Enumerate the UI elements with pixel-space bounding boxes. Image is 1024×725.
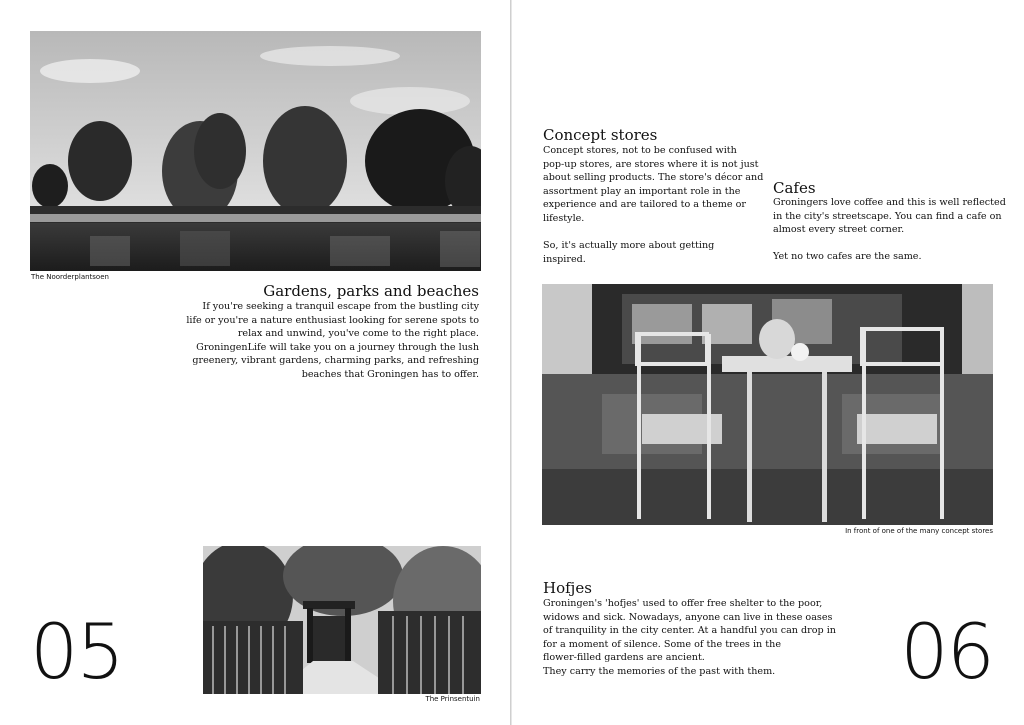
right-page xyxy=(512,0,1024,725)
hofjes-body xyxy=(543,597,836,679)
concept-stores-line: So, it's actually more about getting xyxy=(543,240,715,252)
prinsentuin-photo xyxy=(203,546,481,694)
cafes-line xyxy=(773,237,1006,251)
gardens-body-line: GroningenLife will take you on a journey through the lush xyxy=(196,341,479,353)
concept-stores-line: pop-up stores, are stores where it is not just xyxy=(543,158,759,170)
cafes-line: Yet no two cafes are the same. xyxy=(773,251,922,263)
gardens-body-line: greenery, vibrant gardens, charming parks, and refreshing xyxy=(192,355,479,367)
cafes-line: almost every street corner. xyxy=(773,224,905,236)
gardens-body-line: If you're seeking a tranquil escape from the bustling city xyxy=(202,301,479,312)
gardens-body xyxy=(186,300,479,382)
concept-stores-line: lifestyle. xyxy=(543,212,585,224)
concept-stores-body xyxy=(543,144,763,266)
concept-stores-line: experience and are tailored to a theme or xyxy=(543,199,746,211)
cafes-line: in the city's streetscape. You can find a cafe on xyxy=(773,210,1002,222)
hofjes-line: for a moment of silence. Some of the trees in the xyxy=(543,638,781,650)
concept-store-photo xyxy=(542,284,993,525)
hofjes-line: Groningen's 'hofjes' used to offer free shelter to the poor, xyxy=(543,598,823,609)
concept-stores-line: assortment play an important role in the xyxy=(543,185,741,197)
concept-stores-line: about selling products. The store's décor and xyxy=(543,172,764,184)
hofjes-line: widows and sick. Nowadays, anyone can live in these oases xyxy=(543,611,833,623)
gardens-heading: Gardens, parks and beaches xyxy=(263,282,479,300)
concept-stores-line xyxy=(543,226,763,240)
hofjes-heading: Hofjes xyxy=(543,579,592,597)
photo-caption-prinsentuin: The Prinsentuin xyxy=(425,695,480,703)
cafes-line: Groningers love coffee and this is well reflected xyxy=(773,197,1006,208)
gardens-body-line: relax and unwind, you've come to the right place. xyxy=(237,328,479,340)
photo-caption-noorderplantsoen: The Noorderplantsoen xyxy=(31,273,109,281)
hofjes-line: They carry the memories of the past with them. xyxy=(543,665,776,677)
cafes-heading: Cafes xyxy=(773,179,816,197)
page-number-left: 05 xyxy=(30,607,123,696)
hofjes-line: of tranquility in the city center. At a handful you can drop in xyxy=(543,625,836,637)
gardens-body-line: life or you're a nature enthusiast looking for serene spots to xyxy=(186,314,479,326)
page-number-right: 06 xyxy=(900,607,993,696)
gardens-body-line: beaches that Groningen has to offer. xyxy=(301,368,479,380)
concept-stores-heading: Concept stores xyxy=(543,126,658,144)
hofjes-line: flower-filled gardens are ancient. xyxy=(543,652,705,664)
concept-stores-line: Concept stores, not to be confused with xyxy=(543,145,737,156)
concept-stores-line: inspired. xyxy=(543,253,586,265)
left-page xyxy=(0,0,511,725)
cafes-body xyxy=(773,196,1006,264)
noorderplantsoen-photo xyxy=(30,31,481,271)
photo-caption-concept-store: In front of one of the many concept stores xyxy=(845,527,993,535)
